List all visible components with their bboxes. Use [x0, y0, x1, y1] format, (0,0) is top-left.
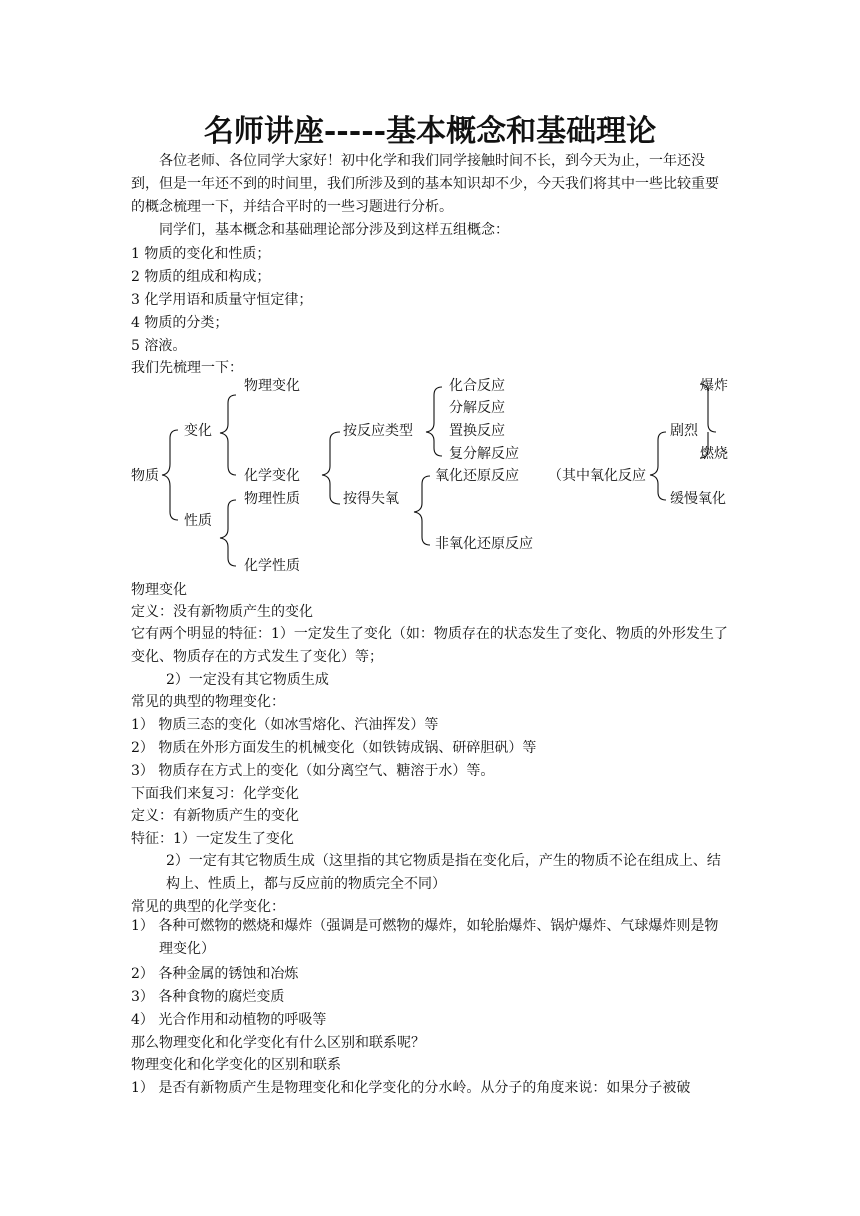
bracket-oxygen: [414, 476, 430, 545]
chemical-typical-1: 1） 各种可燃物的燃烧和爆炸（强调是可燃物的爆炸，如轮胎爆炸、锅炉爆炸、气球爆炸则是物理变化）: [131, 918, 719, 957]
physical-typical-heading: 常见的典型的物理变化：: [131, 694, 285, 710]
node-oxidation-note: （其中氧化反应: [548, 468, 646, 484]
relation-heading: 物理变化和化学变化的区别和联系: [131, 1057, 341, 1073]
node-chemical-change: 化学变化: [244, 468, 300, 484]
physical-definition: 定义：没有新物质产生的变化: [131, 604, 313, 620]
chemical-typical-heading: 常见的典型的化学变化：: [131, 899, 285, 915]
sort-intro: 我们先梳理一下：: [131, 360, 243, 376]
group-item-5: 5 溶液。: [131, 338, 187, 354]
intro-concepts-line: 同学们，基本概念和基础理论部分涉及到这样五组概念：: [159, 222, 509, 238]
bracket-reaction-type: [426, 387, 442, 456]
group-item-1: 1 物质的变化和性质；: [131, 246, 271, 262]
node-physical-property: 物理性质: [244, 491, 300, 507]
page-title: 名师讲座-----基本概念和基础理论: [203, 114, 657, 149]
node-change: 变化: [184, 423, 212, 439]
chemical-feature-1: 特征：1）一定发生了变化: [131, 831, 294, 847]
diagram-brackets: [0, 0, 860, 600]
node-physical-change: 物理变化: [244, 378, 300, 394]
chemical-typical-2: 2） 各种金属的锈蚀和冶炼: [131, 966, 299, 982]
physical-typical-1: 1） 物质三态的变化（如冰雪熔化、汽油挥发）等: [131, 717, 439, 733]
node-property: 性质: [184, 513, 212, 529]
node-double-decomposition: 复分解反应: [449, 446, 519, 462]
chemical-definition: 定义：有新物质产生的变化: [131, 808, 299, 824]
relation-item-1: 1） 是否有新物质产生是物理变化和化学变化的分水岭。从分子的角度来说：如果分子被破: [131, 1080, 691, 1096]
node-by-oxygen: 按得失氧: [343, 491, 399, 507]
group-item-3: 3 化学用语和质量守恒定律；: [131, 292, 313, 308]
node-chemical-property: 化学性质: [244, 558, 300, 574]
node-by-reaction-type: 按反应类型: [343, 423, 413, 439]
group-item-2: 2 物质的组成和构成；: [131, 269, 271, 285]
physical-heading: 物理变化: [131, 582, 187, 598]
chemical-typical-4: 4） 光合作用和动植物的呼吸等: [131, 1012, 327, 1028]
bracket-chemical-change: [322, 432, 340, 504]
node-displacement: 置换反应: [449, 423, 505, 439]
bracket-property: [220, 500, 236, 566]
intro-paragraph: 各位老师、各位同学大家好！初中化学和我们同学接触时间不长，到今天为止，一年还没到，但是一年还不到的时间里，我们所涉及到的基本知识却不少，今天我们将其中一些比较重要的概念梳理一下，并结合平时的一些习题进行分析。: [131, 153, 719, 215]
group-item-4: 4 物质的分类；: [131, 315, 229, 331]
node-intense: 剧烈: [670, 423, 698, 439]
node-explosion: 爆炸: [700, 378, 728, 394]
node-slow-oxidation: 缓慢氧化: [670, 491, 726, 507]
chemical-typical-3: 3） 各种食物的腐烂变质: [131, 989, 285, 1005]
chemical-feature-2: 2）一定有其它物质生成（这里指的其它物质是指在变化后，产生的物质不论在组成上、结构上、性质上，都与反应前的物质完全不同）: [166, 853, 721, 892]
physical-feature-1: 它有两个明显的特征：1）一定发生了变化（如：物质存在的状态发生了变化、物质的外形发生了变化、物质存在的方式发生了变化）等；: [131, 626, 728, 665]
node-redox: 氧化还原反应: [435, 468, 519, 484]
node-substance: 物质: [131, 468, 159, 484]
bracket-oxidation: [650, 432, 666, 500]
question-line: 那么物理变化和化学变化有什么区别和联系呢？: [131, 1035, 425, 1051]
physical-typical-3: 3） 物质存在方式上的变化（如分离空气、糖溶于水）等。: [131, 763, 495, 779]
node-non-redox: 非氧化还原反应: [435, 536, 533, 552]
chemical-heading: 下面我们来复习：化学变化: [131, 786, 299, 802]
bracket-root: [162, 430, 178, 520]
physical-typical-2: 2） 物质在外形方面发生的机械变化（如铁铸成锅、研碎胆矾）等: [131, 740, 537, 756]
node-combustion: 燃烧: [700, 446, 728, 462]
physical-feature-2: 2）一定没有其它物质生成: [166, 672, 329, 688]
node-combination: 化合反应: [449, 378, 505, 394]
bracket-change: [220, 395, 236, 475]
node-decomposition: 分解反应: [449, 400, 505, 416]
